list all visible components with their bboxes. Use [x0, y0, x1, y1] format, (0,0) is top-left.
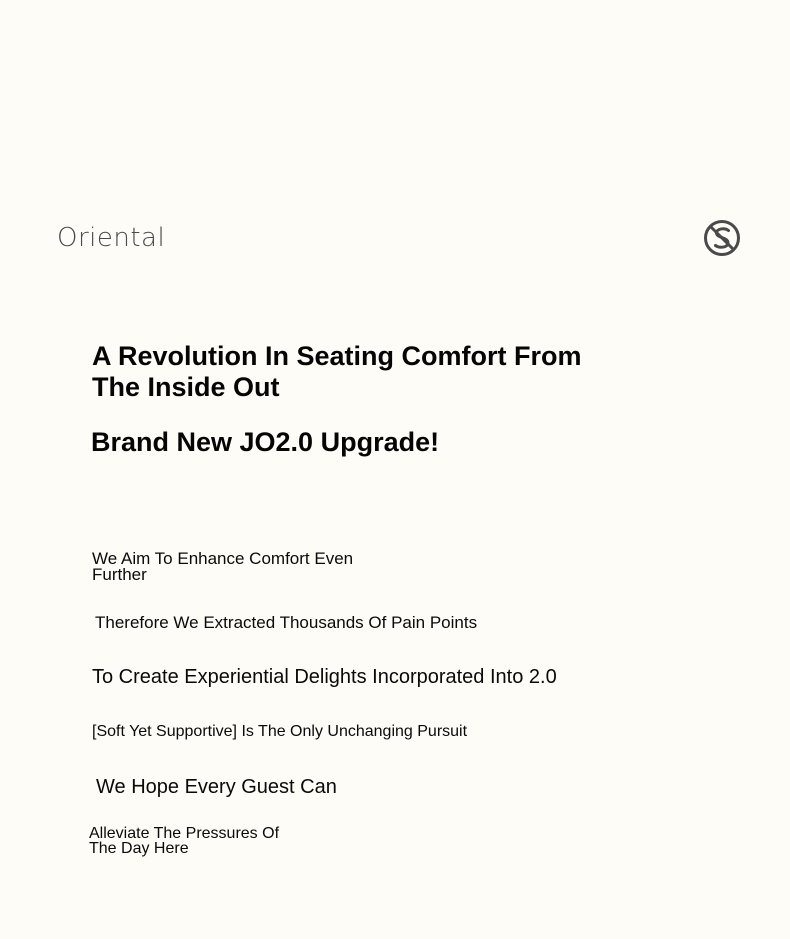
body-line-delights: To Create Experiential Delights Incorporated Into 2.0: [92, 666, 557, 688]
hero-subheadline: Brand New JO2.0 Upgrade!: [91, 427, 440, 457]
hero-headline: A Revolution In Seating Comfort From The Inside Out: [92, 341, 582, 402]
body-line-every-guest: We Hope Every Guest Can: [96, 776, 337, 798]
body-line-pursuit: [Soft Yet Supportive] Is The Only Unchanging Pursuit: [92, 723, 468, 740]
body-line-pain-points: Therefore We Extracted Thousands Of Pain Points: [95, 613, 478, 632]
circle-s-emblem-icon: [703, 219, 741, 257]
brand-logo: Oriental: [57, 223, 166, 253]
body-line-comfort: We Aim To Enhance Comfort Even Further: [92, 549, 354, 584]
body-line-alleviate: Alleviate The Pressures Of The Day Here: [89, 825, 280, 857]
